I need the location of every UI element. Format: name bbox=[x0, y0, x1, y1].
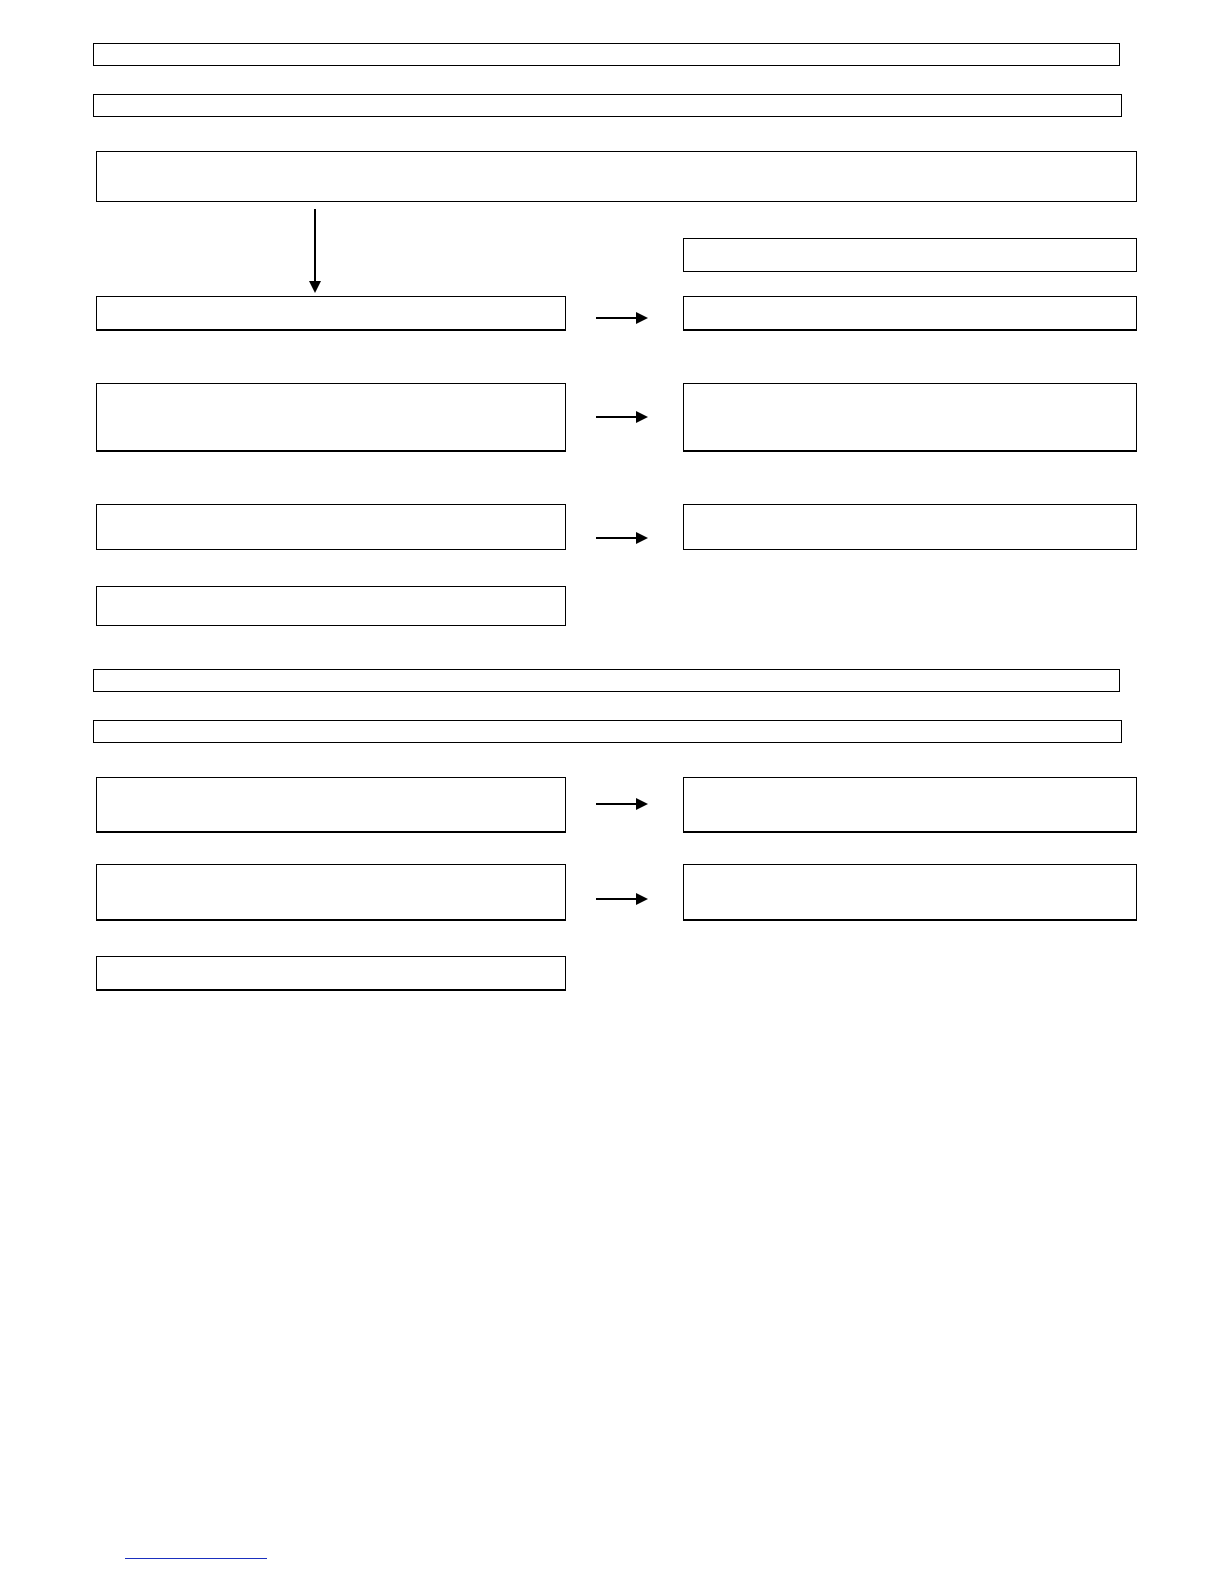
s2-row-1-left-box bbox=[96, 777, 566, 832]
s1-row-1-left-box bbox=[96, 296, 566, 330]
s1-row-2-arrow-line bbox=[596, 416, 636, 418]
s2-row-1-arrow-head bbox=[636, 798, 648, 810]
down-arrow-head bbox=[309, 281, 321, 293]
footnote-separator bbox=[125, 1558, 267, 1559]
s2-row-2-left-box bbox=[96, 864, 566, 920]
side-note-box bbox=[683, 238, 1137, 272]
s1-row-3-left-box bbox=[96, 504, 566, 550]
s2-row-2-right-box bbox=[683, 864, 1137, 920]
s1-row-2-right-box bbox=[683, 383, 1137, 451]
s1-row-1-arrow-line bbox=[596, 317, 636, 319]
s1-row-3-arrow-head bbox=[636, 532, 648, 544]
section-2-header-1 bbox=[93, 669, 1120, 692]
s1-row-1-arrow-head bbox=[636, 312, 648, 324]
s1-row-2-arrow-head bbox=[636, 411, 648, 423]
s1-row-3-right-box bbox=[683, 504, 1137, 550]
s2-row-2-arrow-line bbox=[596, 898, 636, 900]
down-arrow-line bbox=[314, 209, 316, 281]
s2-row-1-arrow-line bbox=[596, 803, 636, 805]
intro-box bbox=[96, 151, 1137, 202]
section-1-header-2 bbox=[93, 94, 1122, 117]
s2-row-1-right-box bbox=[683, 777, 1137, 832]
s1-row-2-left-box bbox=[96, 383, 566, 451]
s1-row-3-arrow-line bbox=[596, 537, 636, 539]
s1-final-box bbox=[96, 586, 566, 626]
section-1-header-1 bbox=[93, 43, 1120, 66]
s1-row-1-right-box bbox=[683, 296, 1137, 330]
s2-final-box bbox=[96, 956, 566, 990]
section-2-header-2 bbox=[93, 720, 1122, 743]
s2-row-2-arrow-head bbox=[636, 893, 648, 905]
